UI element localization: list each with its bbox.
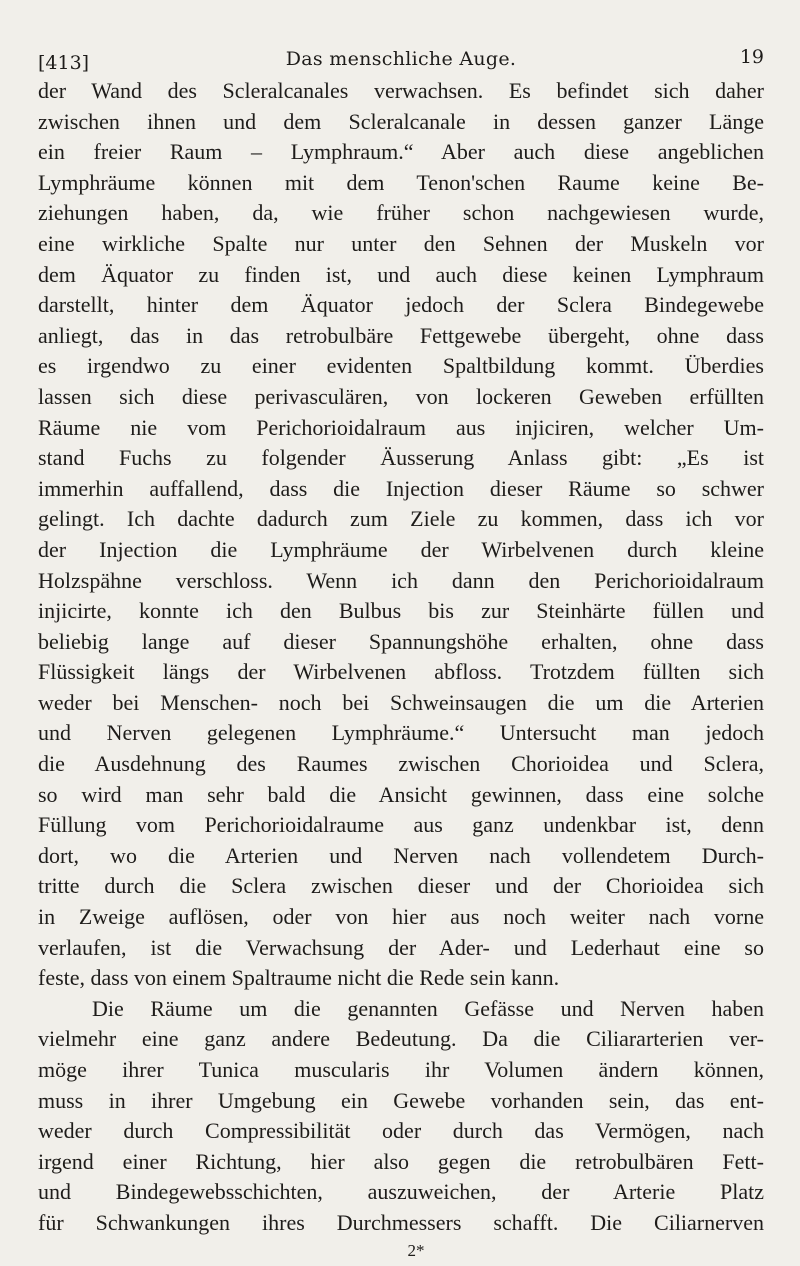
- text-line: und Bindegewebsschichten, auszuweichen, der Arterie Platz: [38, 1179, 764, 1205]
- text-line: muss in ihrer Umgebung ein Gewebe vorhanden sein, das ent-: [38, 1087, 764, 1113]
- text-line: feste, dass von einem Spaltraume nicht die Rede sein kann.: [38, 965, 560, 991]
- text-line: anliegt, das in das retrobulbäre Fettgewebe übergeht, ohne dass: [38, 322, 764, 348]
- running-title: Das menschliche Auge.: [285, 48, 517, 70]
- text-line: dort, wo die Arterien und Nerven nach vollendetem Durch-: [38, 842, 764, 868]
- text-line: stand Fuchs zu folgender Äusserung Anlass gibt: „Es ist: [38, 445, 764, 471]
- text-line: der Injection die Lymphräume der Wirbelvenen durch kleine: [38, 536, 764, 562]
- text-line: die Ausdehnung des Raumes zwischen Chorioidea und Sclera,: [38, 751, 764, 777]
- text-line: irgend einer Richtung, hier also gegen die retrobulbären Fett-: [38, 1148, 764, 1174]
- printer-signature: 2*: [407, 1240, 425, 1260]
- text-line: Flüssigkeit längs der Wirbelvenen abfloss. Trotzdem füllten sich: [38, 659, 764, 685]
- text-line: immerhin auffallend, dass die Injection dieser Räume so schwer: [38, 475, 764, 501]
- text-line: vielmehr eine ganz andere Bedeutung. Da die Ciliararterien ver-: [38, 1026, 764, 1052]
- page-number: 19: [739, 46, 764, 68]
- text-line: und Nerven gelegenen Lymphräume.“ Untersucht man jedoch: [38, 720, 764, 746]
- text-line: ein freier Raum – Lymphraum.“ Aber auch diese angeblichen: [38, 139, 764, 165]
- paragraph: [38, 994, 764, 1239]
- text-line: weder durch Compressibilität oder durch das Vermögen, nach: [38, 1118, 764, 1144]
- text-line: Holzspähne verschloss. Wenn ich dann den Perichorioidalraum: [38, 567, 764, 593]
- text-line: der Wand des Scleralcanales verwachsen. Es befindet sich daher: [38, 78, 764, 103]
- text-line: Räume nie vom Perichorioidalraum aus injiciren, welcher Um-: [38, 414, 764, 440]
- text-line: darstellt, hinter dem Äquator jedoch der Sclera Bindegewebe: [38, 292, 764, 318]
- text-line: gelingt. Ich dachte dadurch zum Ziele zu kommen, dass ich vor: [38, 506, 764, 532]
- text-line: beliebig lange auf dieser Spannungshöhe erhalten, ohne dass: [38, 628, 764, 654]
- text-line: in Zweige auflösen, oder von hier aus noch weiter nach vorne: [38, 904, 764, 930]
- text-line: Die Räume um die genannten Gefässe und Nerven haben: [92, 995, 764, 1021]
- text-line: zwischen ihnen und dem Scleralcanale in dessen ganzer Länge: [38, 108, 764, 134]
- text-line: lassen sich diese perivasculären, von lockeren Geweben erfüllten: [38, 383, 764, 409]
- text-line: verlaufen, ist die Verwachsung der Ader- und Lederhaut eine so: [38, 934, 764, 960]
- text-line: tritte durch die Sclera zwischen dieser und der Chorioidea sich: [38, 873, 764, 899]
- body-text: [38, 76, 764, 1239]
- page-reference: [413]: [38, 52, 90, 74]
- text-line: so wird man sehr bald die Ansicht gewinnen, dass eine solche: [38, 781, 764, 807]
- text-line: eine wirkliche Spalte nur unter den Sehnen der Muskeln vor: [38, 230, 764, 256]
- page-header: [38, 42, 764, 76]
- text-line: injicirte, konnte ich den Bulbus bis zur Steinhärte füllen und: [38, 598, 764, 624]
- text-line: Füllung vom Perichorioidalraume aus ganz undenkbar ist, denn: [38, 812, 764, 838]
- text-line: es irgendwo zu einer evidenten Spaltbildung kommt. Überdies: [38, 353, 764, 379]
- text-line: möge ihrer Tunica muscularis ihr Volumen ändern können,: [38, 1057, 764, 1082]
- text-line: für Schwankungen ihres Durchmessers schafft. Die Ciliarnerven: [38, 1209, 764, 1235]
- text-line: ziehungen haben, da, wie früher schon nachgewiesen wurde,: [38, 200, 764, 226]
- text-line: Lymphräume können mit dem Tenon'schen Raume keine Be-: [38, 169, 764, 195]
- text-line: weder bei Menschen- noch bei Schweinsaugen die um die Arterien: [38, 689, 764, 715]
- text-line: dem Äquator zu finden ist, und auch diese keinen Lymphraum: [38, 261, 764, 287]
- paragraph: [38, 76, 764, 994]
